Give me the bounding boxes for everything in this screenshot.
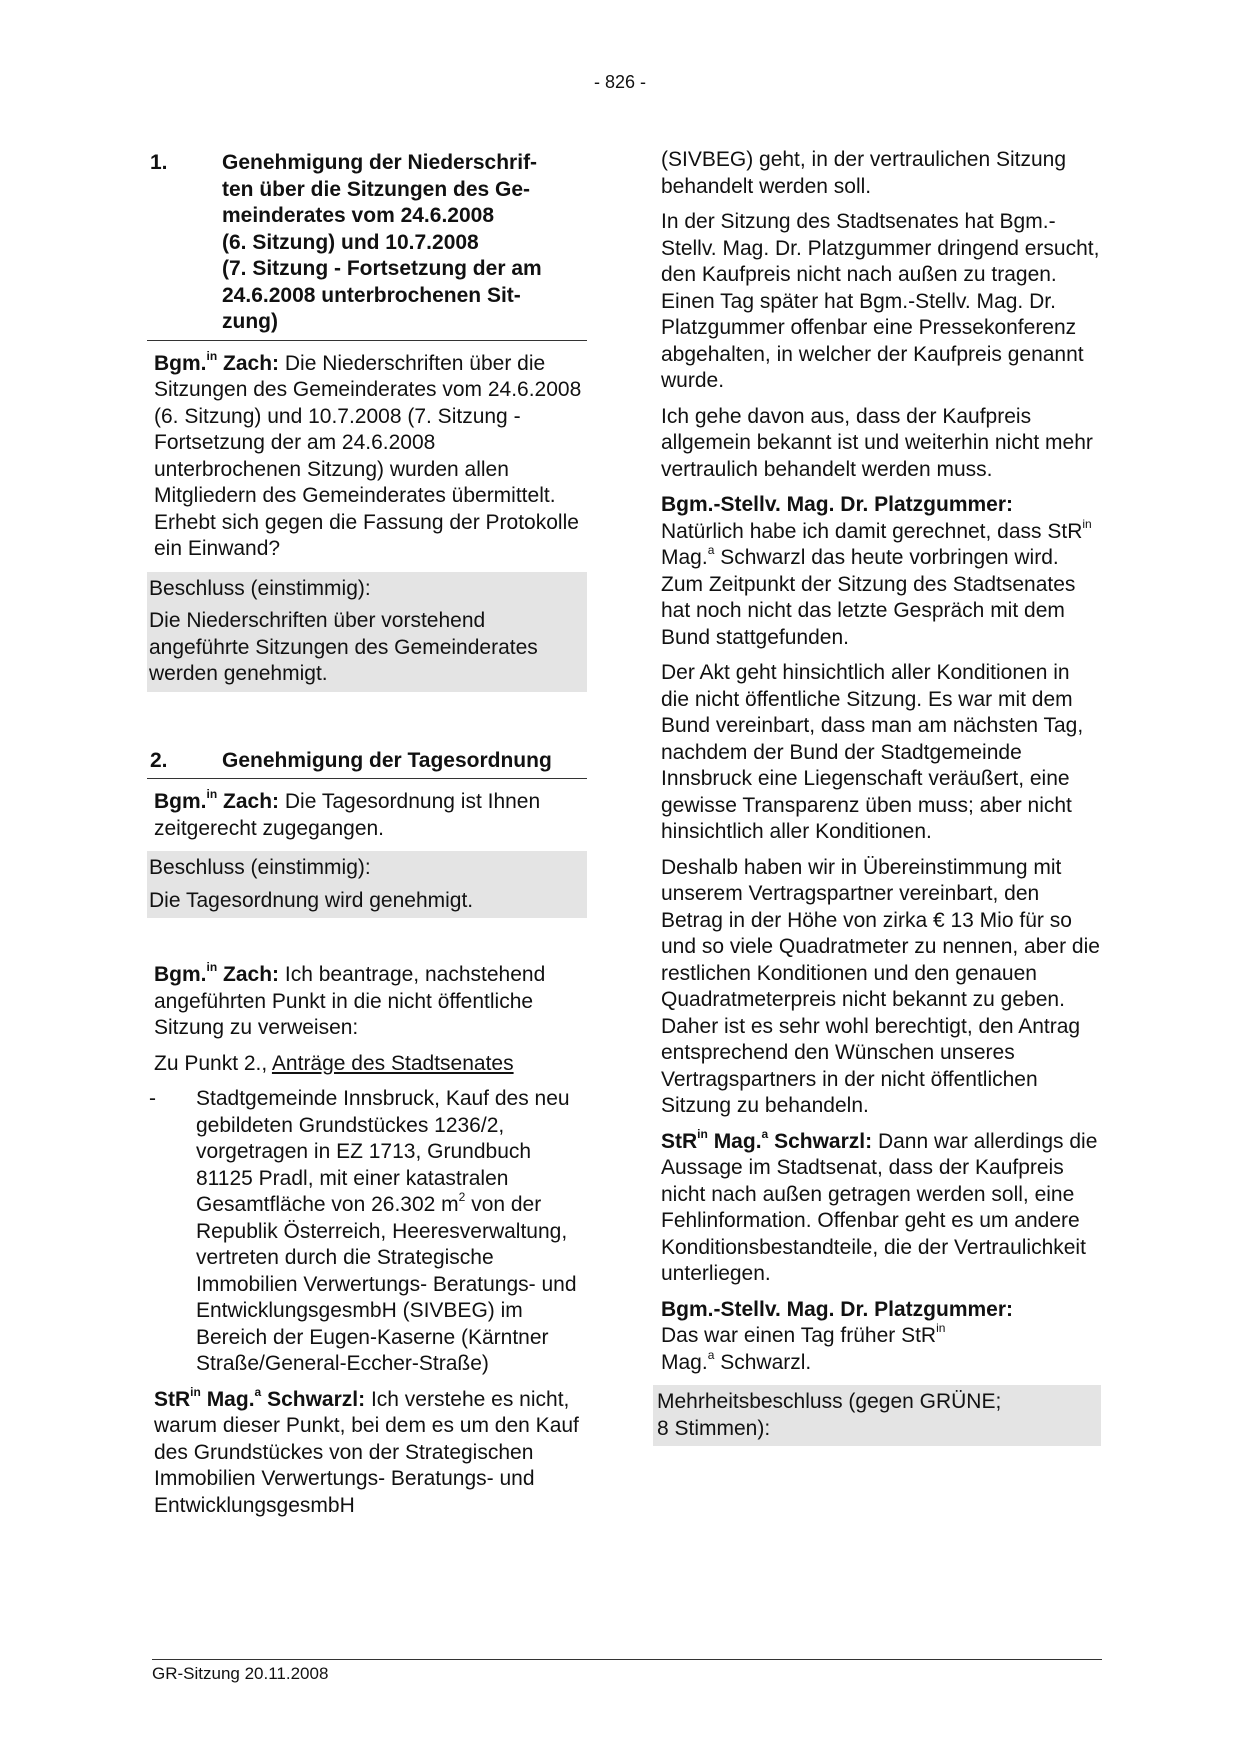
speaker-label: Bgm.$^{in}$ Zach:: [154, 960, 280, 986]
resolution-line: 8 Stimmen):: [657, 1416, 771, 1440]
motion-bullet: - Stadtgemeinde Innsbruck, Kauf des neu gebildeten Grundstückes 1236/2, vorgetragen in EZ 1713, Grundbuch 81125 Pradl, mit einer katastralen Gesamtfläche von 26.302 $m^2$ von der Republik Österreich, Heeresverwaltung, vertreten durch die Strategische Immobilien Verwertungs- Beratungs- und EntwicklungsgesmbH (SIVBEG) im Bereich der Eugen-Kaserne (Kärntner Straße/General-Eccher-Straße): [149, 1087, 577, 1375]
item-2-heading: [147, 748, 587, 780]
item-2-resolution: [147, 851, 587, 918]
item-1-statement: [147, 348, 587, 563]
motion-statement: [147, 962, 587, 1042]
statement-text: Dann war allerdings die Aussage im Stadtsenat, dass der Kaufpreis nicht nach außen getragen werden soll, eine Fehlinformation. Offenbar geht es um andere Konditionsbestandteile, die der Vertraulichkeit unterliegen.: [661, 1129, 1098, 1285]
left-column: [147, 150, 587, 1528]
resolution-text: Die Tagesordnung wird genehmigt.: [149, 888, 474, 912]
platzgummer-statement-2: Bgm.-Stellv. Mag. Dr. Platzgummer: Das war einen Tag früher StR$^{in}$ Mag.$^a$ Schwarzl.: [661, 1297, 1014, 1374]
schwarzl-statement-2: [661, 1126, 1101, 1288]
statement-text: Ich beantrage, nachstehend angeführten Punkt in die nicht öffentliche Sitzung zu verweisen:: [154, 963, 546, 1039]
statement-text: Die Tagesordnung ist Ihnen zeitgerecht zugegangen.: [154, 790, 541, 840]
right-column: [657, 147, 1101, 1446]
point-link[interactable]: Anträge des Stadtsenates: [271, 1051, 514, 1075]
paragraph: Deshalb haben wir in Übereinstimmung mit unserem Vertragspartner vereinbart, den Betrag in der Höhe von zirka € 13 Mio für so und so viele Quadratmeter zu nennen, aber die restlichen Konditionen und den genauen Quadratmeterpreis nicht bekannt zu geben. Daher ist es sehr wohl berechtigt, den Antrag entsprechend den Wünschen unseres Vertragspartners in der nicht öffentlichen Sitzung zu behandeln.: [661, 855, 1100, 1117]
statement-text: Ich verstehe es nicht, warum dieser Punkt, bei dem es um den Kauf des Grundstückes von der Strategischen Immobilien Verwertungs- Beratungs- und EntwicklungsgesmbH: [154, 1387, 579, 1517]
item-1-title-line: Genehmigung der Niederschrif-: [222, 151, 538, 174]
item-2-title: Genehmigung der Tagesordnung: [222, 748, 552, 772]
platzgummer-statement-1: Bgm.-Stellv. Mag. Dr. Platzgummer: Natürlich habe ich damit gerechnet, dass StR$^{in}$ Mag.$^a$ Schwarzl das heute vorbringen wird. Zum Zeitpunkt der Sitzung des Stadtsenates hat noch nicht das letzte Gespräch mit dem Bund stattgefunden.: [661, 493, 1092, 649]
item-1-title-line: zung): [222, 310, 278, 333]
paragraph: Ich gehe davon aus, dass der Kaufpreis allgemein bekannt ist und weiterhin nicht mehr vertraulich behandelt werden muss.: [661, 404, 1093, 481]
page-number: - 826 -: [593, 72, 647, 92]
footer: GR-Sitzung 20.11.2008: [152, 1659, 1102, 1684]
resolution-line: Mehrheitsbeschluss (gegen GRÜNE;: [657, 1390, 1002, 1413]
paragraph: Der Akt geht hinsichtlich aller Konditionen in die nicht öffentliche Sitzung. Es war mit dem Bund vereinbart, dass man am nächsten Tag, nachdem der Bund der Stadtgemeinde Innsbruck eine Liegenschaft veräußert, eine gewisse Transparenz üben muss; aber nicht hinsichtlich aller Konditionen.: [661, 661, 1084, 843]
resolution-label: Beschluss (einstimmig):: [149, 576, 371, 600]
item-1-title-line: ten über die Sitzungen des Ge-: [222, 177, 531, 201]
item-2-statement: [147, 789, 587, 842]
motion-point: Zu Punkt 2., Anträge des Stadtsenates: [154, 1051, 514, 1075]
item-1-title-line: (7. Sitzung - Fortsetzung der am: [222, 257, 542, 280]
paragraph: In der Sitzung des Stadtsenates hat Bgm.-Stellv. Mag. Dr. Platzgummer dringend ersucht, den Kaufpreis nicht nach außen zu tragen. Einen Tag später hat Bgm.-Stellv. Mag. Dr. Platzgummer offenbar eine Pressekonferenz abgehalten, in welcher der Kaufpreis genannt wurde.: [661, 210, 1100, 392]
paragraph: (SIVBEG) geht, in der vertraulichen Sitzung behandelt werden soll.: [661, 148, 1067, 198]
speaker-label: Bgm.$^{in}$ Zach:: [154, 348, 280, 375]
item-1-heading: [147, 150, 587, 341]
resolution-text: Die Niederschriften über vorstehend angeführte Sitzungen des Gemeinderates werden genehmigt.: [149, 609, 538, 685]
final-resolution: [653, 1385, 1101, 1446]
speaker-label: Bgm.-Stellv. Mag. Dr. Platzgummer:: [661, 1297, 1014, 1321]
speaker-label: Bgm.$^{in}$ Zach:: [154, 787, 280, 813]
item-2-number: 2.: [150, 748, 168, 772]
item-1-title-line: (6. Sitzung) und 10.7.2008: [222, 230, 479, 254]
speaker-label: StR$^{in}$ Mag.$^a$ Schwarzl:: [661, 1126, 873, 1153]
item-1-title-line: 24.6.2008 unterbrochenen Sit-: [222, 283, 521, 307]
item-1-number: 1.: [150, 151, 168, 174]
bullet-dash: -: [149, 1087, 156, 1110]
speaker-label: StR$^{in}$ Mag.$^a$ Schwarzl:: [154, 1384, 366, 1411]
item-1-resolution: [147, 572, 587, 692]
schwarzl-statement-1: [147, 1384, 587, 1520]
resolution-label: Beschluss (einstimmig):: [149, 856, 371, 879]
item-1-title-line: meinderates vom 24.6.2008: [222, 204, 494, 227]
statement-text: Die Niederschriften über die Sitzungen des Gemeinderates vom 24.6.2008 (6. Sitzung) und 10.7.2008 (7. Sitzung - Fortsetzung der am 24.6.2008 unterbrochenen Sitzung) wurden allen Mitgliedern des Gemeinderates übermittelt. Erhebt sich gegen die Fassung der Protokolle ein Einwand?: [154, 351, 582, 560]
speaker-label: Bgm.-Stellv. Mag. Dr. Platzgummer:: [661, 493, 1014, 516]
